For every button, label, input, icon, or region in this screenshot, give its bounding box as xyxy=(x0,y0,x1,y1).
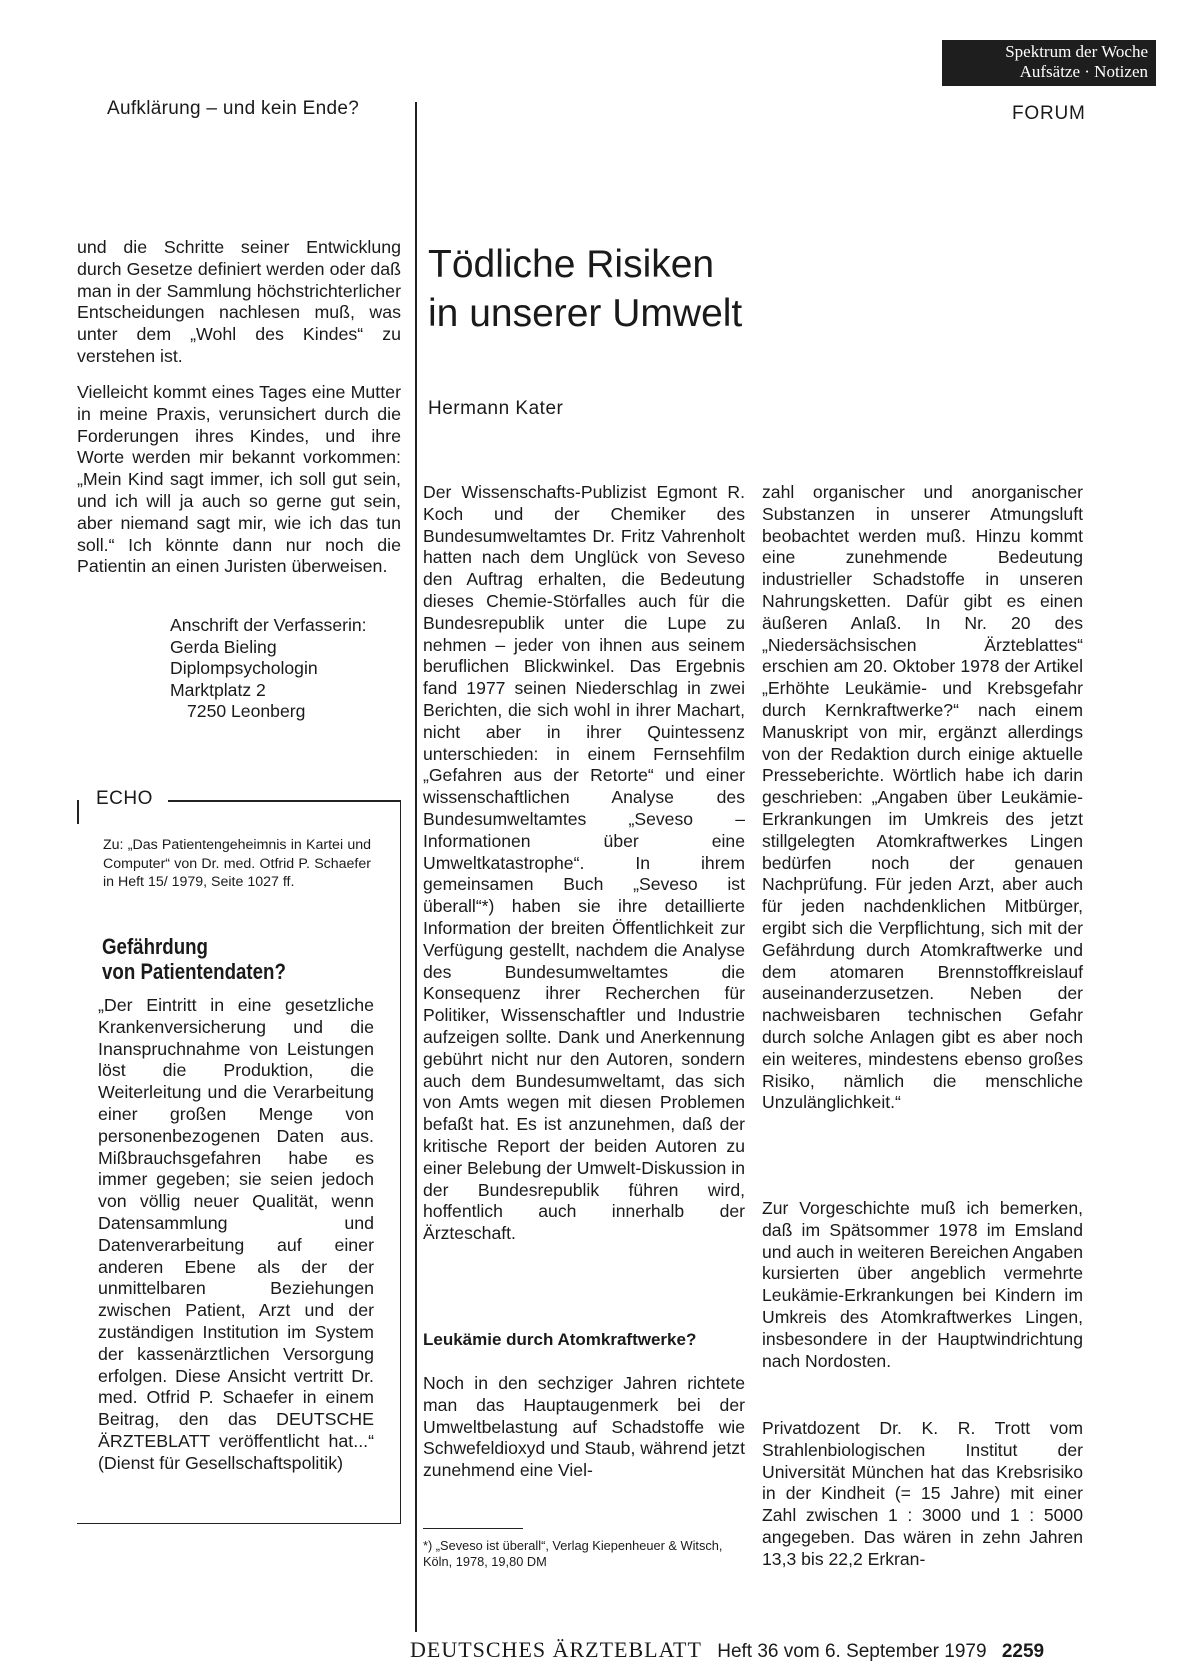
running-title: Aufklärung – und kein Ende? xyxy=(107,98,360,119)
article-col1-para1: Der Wissenschafts-Publizist Egmont R. Koch und der Chemiker des Bundesumweltamtes Dr. Fritz Vahrenholt hatten nach dem Unglück von Seveso den Auftrag erhalten, die Bedeutung dieses Chemie-Störfalles auch für die Bundesrepublik unter die Lupe zu nehmen – jeder von ihnen aus seinem beruflichen Blickwinkel. Das Ergebnis fand 1977 seinen Niederschlag in zwei Berichten, die sich wohl in ihrer Machart, nicht aber in ihrer Quintessenz unterschieden: in einem Fernsehfilm „Gefahren aus der Retorte“ und einer wissenschaftlichen Analyse des Bundesumweltamtes „Seveso – Informationen über eine Umweltkatastrophe“. In ihrem gemeinsamen Buch „Seveso ist überall“*) haben sie ihre detaillierte Information der breiten Öffentlichkeit zur Verfügung gestellt, nachdem die Analyse des Bundesumweltamtes die Konsequenz ihrer Recherchen für Politiker, Wissenschaftler und Industrie aufzeigen sollte. Dank und Anerkennung gebührt nicht nur den Autoren, sondern auch dem Bundesumweltamt, das sich von Amts wegen mit diesen Problemen befaßt hat. Es ist anzunehmen, daß der kritische Report der beiden Autoren zu einer Belebung der Umwelt-Diskussion in der Bundesrepublik führen wird, hoffentlich auch innerhalb der Ärzteschaft. xyxy=(423,482,745,1244)
page-footer xyxy=(410,1637,1044,1663)
article-subheading: Leukämie durch Atomkraftwerke? xyxy=(423,1330,697,1349)
echo-title-line-1: Gefährdung xyxy=(102,934,208,959)
footer-issue: Heft 36 vom 6. September 1979 xyxy=(717,1641,987,1662)
echo-left-rule xyxy=(77,800,79,824)
article-title-line-1: Tödliche Risiken xyxy=(428,243,715,286)
left-para-2: Vielleicht kommt eines Tages eine Mutter in meine Praxis, verunsichert durch die Forderungen ihres Kindes, und ihre Worte werden mir bekannt vorkommen: „Mein Kind sagt immer, ich soll gut sein, und ich will ja auch so gerne gut sein, aber niemand sagt mir, wie ich das tun soll.“ Ich könnte dann nur noch die Patientin an einen Juristen überweisen. xyxy=(77,382,401,577)
article-col2-para1: zahl organischer und anorganischer Substanzen in unserer Atmungsluft beobachtet werden muß. Hinzu kommt eine zunehmende Bedeutung industrieller Schadstoffe in unseren Nahrungsketten. Dafür gibt es einen äußeren Anlaß. In Nr. 20 des „Niedersächsischen Ärzteblattes“ erschien am 20. Oktober 1978 der Artikel „Erhöhte Leukämie- und Krebsgefahr durch Kernkraftwerke?“ nach einem Manuskript von mir, ergänzt allerdings von der Redaktion durch einige aktuelle Presseberichte. Wörtlich habe ich darin geschrieben: „Angaben über Leukämie-Erkrankungen im Umkreis des jetzt stillgelegten Atomkraftwerkes Lingen bedürfen noch der genauen Nachprüfung. Für jeden Arzt, aber auch für jeden nachdenklichen Mitbürger, ergibt sich die Verpflichtung, sich mit der Gefährdung durch Atomkraftwerke und dem atomaren Brennstoffkreislauf auseinanderzusetzen. Neben der nachweisbaren technischen Gefahr durch solche Anlagen gibt es aber noch ein weiteres, mindestens ebenso großes Risiko, nämlich die menschliche Unzulänglichkeit.“ xyxy=(762,482,1083,1113)
kicker-line-2: Aufsätze · Notizen xyxy=(1019,62,1148,81)
left-para-1: und die Schritte seiner Entwicklung durch Gesetze definiert werden oder daß man in der Sammlung höchstrichterlicher Entscheidungen nachlesen muß, was unter dem „Wohl des Kindes“ zu verstehen ist. xyxy=(77,237,401,366)
footnote: *) „Seveso ist überall“, Verlag Kiepenheuer & Witsch, Köln, 1978, 19,80 DM xyxy=(423,1538,723,1569)
author-address xyxy=(170,615,367,723)
echo-label: ECHO xyxy=(96,788,153,809)
echo-body: „Der Eintritt in eine gesetzliche Krankenversicherung und die Inanspruchnahme von Leistungen löst die Produktion, die Weiterleitung und die Verarbeitung einer großen Menge von personenbezogenen Daten aus. Mißbrauchsgefahren habe es immer gegeben; sie seien jedoch von völlig neuer Qualität, wenn Datensammlung und Datenverarbeitung auf einer anderen Ebene als der der unmittelbaren Beziehungen zwischen Patient, Arzt und der zuständigen Institution im System der kassenärztlichen Versorgung erfolgen. Diese Ansicht vertritt Dr. med. Otfrid P. Schaefer in einem Beitrag, den das DEUTSCHE ÄRZTEBLATT veröffentlicht hat...“ (Dienst für Gesellschaftspolitik) xyxy=(98,995,374,1473)
echo-reference: Zu: „Das Patientengeheimnis in Kartei und Computer“ von Dr. med. Otfrid P. Schaefer in Heft 15/ 1979, Seite 1027 ff. xyxy=(103,837,371,890)
article-col2-para3: Privatdozent Dr. K. R. Trott vom Strahlenbiologischen Institut der Universität München hat das Krebsrisiko in der Kindheit (= 15 Jahre) mit einer Zahl zwischen 1 : 3000 und 1 : 5000 angegeben. Das wären in zehn Jahren 13,3 bis 22,2 Erkran- xyxy=(762,1418,1083,1569)
footnote-rule xyxy=(423,1528,523,1529)
article-author: Hermann Kater xyxy=(428,398,564,419)
article-col2-para2: Zur Vorgeschichte muß ich bemerken, daß im Spätsommer 1978 im Emsland und auch in weiteren Bereichen Angaben kursierten über angeblich vermehrte Leukämie-Erkrankungen bei Kindern im Umkreis des Atomkraftwerkes Lingen, insbesondere in der Hauptwindrichtung nach Nordosten. xyxy=(762,1198,1083,1371)
section-label: FORUM xyxy=(1012,103,1086,124)
echo-top-rule xyxy=(168,800,401,802)
kicker-line-1: Spektrum der Woche xyxy=(1005,42,1148,61)
address-label: Anschrift der Verfasserin: xyxy=(170,615,367,635)
echo-title xyxy=(102,934,286,984)
address-street: Marktplatz 2 xyxy=(170,679,266,700)
address-name: Gerda Bieling xyxy=(170,636,277,657)
address-city: 7250 Leonberg xyxy=(187,701,306,722)
column-divider xyxy=(415,102,417,1632)
echo-title-line-2: von Patientendaten? xyxy=(102,959,286,984)
footer-page-number: 2259 xyxy=(1001,1641,1045,1662)
section-kicker xyxy=(942,40,1156,86)
article-col1-para2: Noch in den sechziger Jahren richtete man das Hauptaugenmerk bei der Umweltbelastung auf Schadstoffe wie Schwefeldioxyd und Staub, während jetzt zunehmend eine Viel- xyxy=(423,1373,745,1481)
article-title xyxy=(428,240,742,338)
footer-magazine: DEUTSCHES ÄRZTEBLATT xyxy=(410,1637,702,1662)
article-title-line-2: in unserer Umwelt xyxy=(428,292,743,335)
address-title: Diplompsychologin xyxy=(170,658,318,679)
